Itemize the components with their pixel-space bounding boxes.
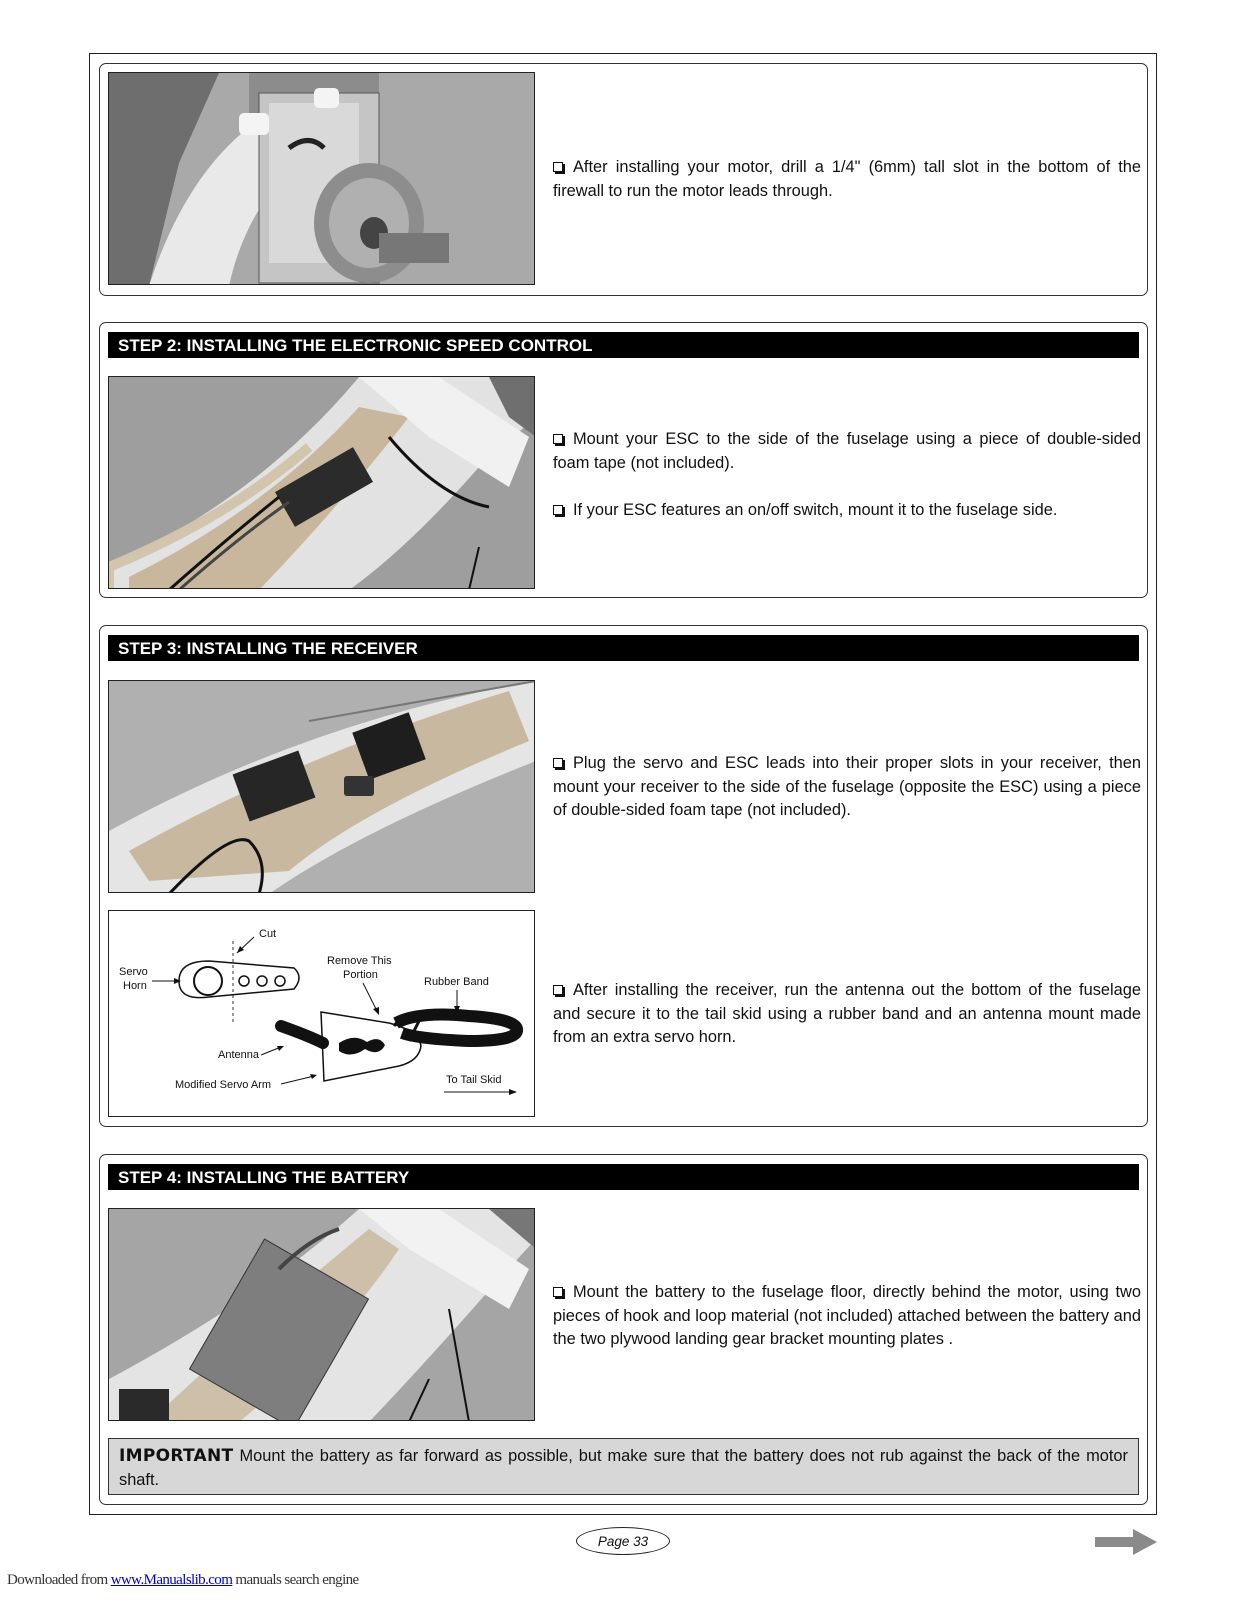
step3-header: STEP 3: INSTALLING THE RECEIVER [108, 635, 1139, 661]
antenna-mount-diagram [108, 910, 535, 1117]
step3-panel [99, 625, 1148, 1127]
step3-instruction-1: Plug the servo and ESC leads into their proper slots in your receiver, then mount your receiver to the side of the fuselage (opposite the ESC) using a piece of double-sided foam tape (not included). [553, 754, 1141, 820]
important-label: IMPORTANT [119, 1446, 234, 1466]
checkbox-icon[interactable] [553, 1287, 563, 1297]
motor-photo [108, 72, 535, 285]
esc-photo [108, 376, 535, 589]
manualslib-link[interactable]: www.Manualslib.com [110, 1572, 233, 1588]
step4-panel [99, 1154, 1148, 1505]
checkbox-icon[interactable] [553, 434, 563, 444]
step2-text [553, 428, 1141, 523]
step2-header: STEP 2: INSTALLING THE ELECTRONIC SPEED CONTROL [108, 332, 1139, 358]
download-source [7, 1572, 359, 1589]
label-remove-2: Portion [343, 969, 378, 981]
checkbox-icon[interactable] [553, 505, 563, 515]
step3-text-1 [553, 752, 1141, 823]
step2-instruction-1: Mount your ESC to the side of the fuselage using a piece of double-sided foam tape (not included). [553, 430, 1141, 472]
label-antenna: Antenna [218, 1049, 259, 1061]
step1-text [553, 156, 1141, 203]
step4-instruction: Mount the battery to the fuselage floor, directly behind the motor, using two pieces of hook and loop material (not included) attached between the battery and the two plywood landing gear bracket mounting plates . [553, 1283, 1141, 1349]
checkbox-icon[interactable] [553, 758, 563, 768]
checkbox-icon[interactable] [553, 162, 563, 172]
step1-instruction: After installing your motor, drill a 1/4" (6mm) tall slot in the bottom of the firewall to run the motor leads through. [553, 158, 1141, 200]
checkbox-icon[interactable] [553, 985, 563, 995]
step1-panel [99, 63, 1148, 296]
right-arrow-icon[interactable] [1093, 1527, 1159, 1562]
label-horn: Horn [123, 980, 147, 992]
label-cut: Cut [259, 928, 277, 940]
search-engine-text: manuals search engine [232, 1572, 359, 1588]
page-number: Page 33 [576, 1527, 670, 1555]
label-remove-1: Remove This [327, 955, 392, 967]
label-modified-servo-arm: Modified Servo Arm [175, 1079, 271, 1091]
label-rubber-band: Rubber Band [424, 976, 489, 988]
important-text: Mount the battery as far forward as possible, but make sure that the battery does not rub against the back of the motor shaft. [119, 1447, 1128, 1489]
step2-instruction-2: If your ESC features an on/off switch, mount it to the fuselage side. [573, 501, 1058, 520]
downloaded-from-text: Downloaded from [7, 1572, 111, 1588]
label-to-tail-skid: To Tail Skid [446, 1074, 502, 1086]
step4-header: STEP 4: INSTALLING THE BATTERY [108, 1164, 1139, 1190]
important-note [108, 1438, 1139, 1495]
receiver-photo [108, 680, 535, 893]
step3-instruction-2: After installing the receiver, run the antenna out the bottom of the fuselage and secure it to the tail skid using a rubber band and an antenna mount made from an extra servo horn. [553, 981, 1141, 1047]
step2-panel [99, 322, 1148, 598]
battery-photo [108, 1208, 535, 1421]
step3-text-2 [553, 979, 1141, 1050]
step4-text [553, 1281, 1141, 1352]
label-servo: Servo [119, 966, 148, 978]
